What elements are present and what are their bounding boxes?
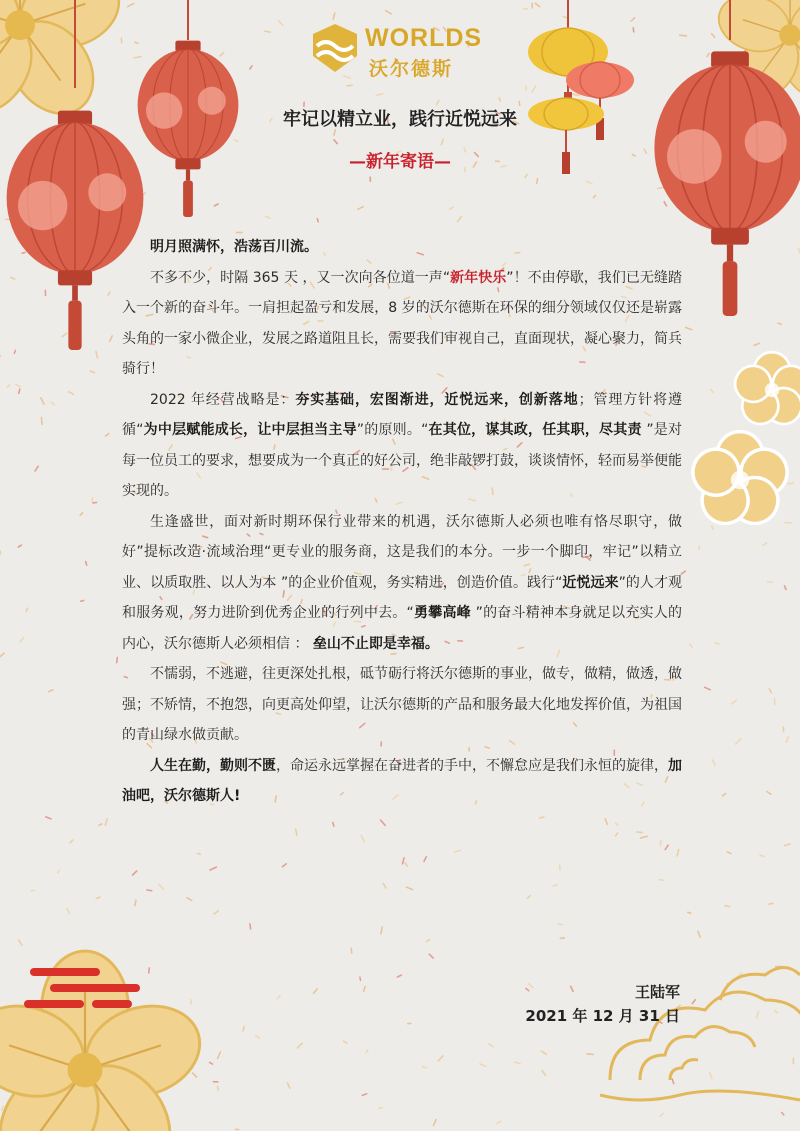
logo-wave-icon <box>305 24 365 74</box>
plum-right-2 <box>730 352 800 431</box>
paragraph-3: 2022 年经营战略是：夯实基础，宏图渐进，近悦远来，创新落地；管理方针将遵循“为中层赋能成长，让中层担当主导”的原则。“在其位，谋其政，任其职，尽其责 ”是对每一位员工的要求，想要成为一个真正的好公司，绝非敲锣打鼓，谈谈情怀，轻而易举便能实现的。 <box>122 391 682 499</box>
paragraph-6: 人生在勤，勤则不匮，命运永远掌握在奋进者的手中，不懈怠应是我们永恒的旋律，加油吧，沃尔德斯人! <box>122 757 682 804</box>
logo-chinese-name: 沃尔德斯 <box>369 58 454 80</box>
paragraph-1: 明月照满怀，浩荡百川流。 <box>150 239 318 255</box>
logo-wordmark: WORLDS <box>365 24 483 52</box>
paragraph-5: 不懦弱，不逃避，往更深处扎根，砥节砺行将沃尔德斯的事业，做专，做精，做透，做强；不矫情，不抱怨，向更高处仰望，让沃尔德斯的产品和服务最大化地发挥价值，为祖国的青山绿水做贡献。 <box>122 666 682 743</box>
paragraph-2: 不多不少，时隔 365 天 ，又一次向各位道一声“新年快乐”！不由停歇，我们已无缝踏入一个新的奋斗年。一肩担起盈亏和发展，8 岁的沃尔德斯在环保的细分领域仅仅还是崭露头角的一家小微企业，发展之路道阻且长，需要我们审视自己，直面现状，凝心聚力，简兵骑行！ <box>122 269 682 377</box>
signature-name: 王陆军 <box>634 983 680 1001</box>
flower-bottom-left <box>0 951 212 1131</box>
letter-body <box>122 232 682 812</box>
paragraph-4: 生逢盛世，面对新时期环保行业带来的机遇，沃尔德斯人必须也唯有恪尽职守，做好”提标改造·流域治理“更专业的服务商，这是我们的本分。一步一个脚印，牢记”以精立业、以质取胜、以人为本 ”的企业价值观，务实精进，创造价值。践行“近悦远来”的人才观和服务观，努力进阶到优秀企业的行列中去。“勇攀高峰 ”的奋斗精神本身就足以充实人的内心，沃尔德斯人必须相信 ： 垒山不止即是幸福。 <box>122 513 683 652</box>
plum-right-1 <box>687 432 793 533</box>
letter-title: 牢记以精立业，践行近悦远来 <box>283 109 517 130</box>
red-stripes <box>24 968 140 1008</box>
signature-block <box>500 980 680 1028</box>
signature-date: 2021 年 12 月 31 日 <box>525 1007 680 1025</box>
company-logo <box>305 20 505 80</box>
letter-subtitle: —新年寄语— <box>349 152 451 172</box>
